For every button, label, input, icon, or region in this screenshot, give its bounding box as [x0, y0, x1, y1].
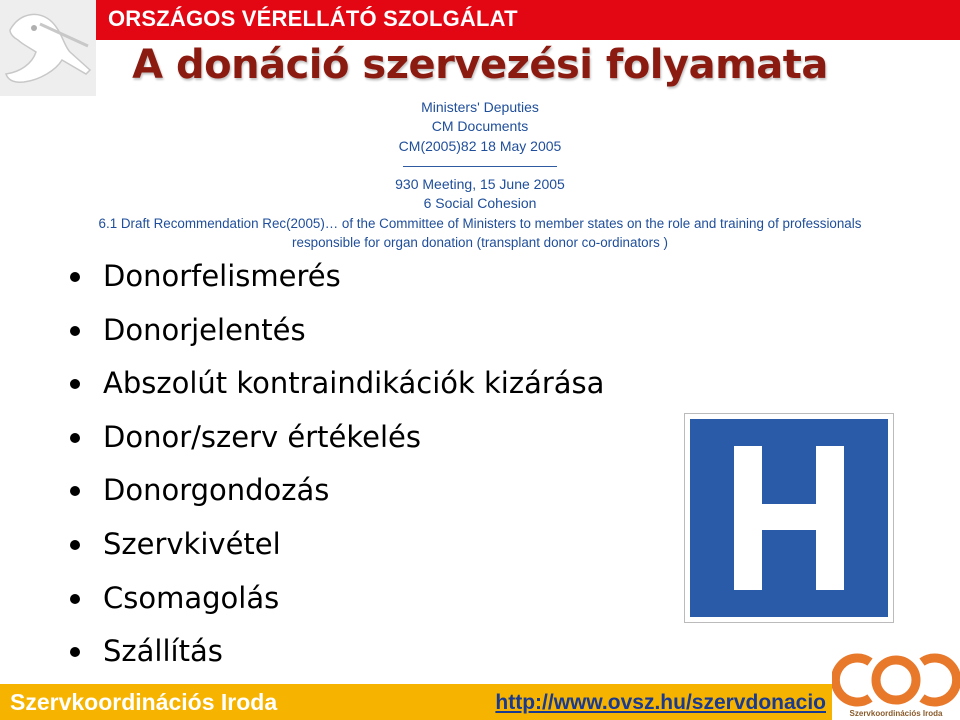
- step-label: Abszolút kontraindikációk kizárása: [103, 366, 605, 401]
- step-label: Donorgondozás: [103, 473, 330, 508]
- step-label: Szervkivétel: [103, 526, 281, 561]
- step-label: Donor/szerv értékelés: [103, 419, 421, 454]
- bullet-icon: [70, 326, 80, 336]
- bullet-icon: [70, 594, 80, 604]
- logo-caption: Szervkoordinációs Iroda: [849, 709, 943, 718]
- office-name: Szervkoordinációs Iroda: [10, 689, 278, 715]
- process-step-list: [68, 250, 604, 679]
- cm-line: 930 Meeting, 15 June 2005: [395, 176, 565, 193]
- list-item: [68, 411, 604, 465]
- footer-bar: [0, 684, 832, 720]
- cm-line: 6 Social Cohesion: [423, 195, 537, 212]
- website-link[interactable]: http://www.ovsz.hu/szervdonacio: [495, 691, 826, 714]
- cm-line: Ministers' Deputies: [421, 99, 539, 115]
- szervkoordinacio-logo-icon: [832, 650, 960, 720]
- cm-document-reference: [0, 98, 960, 252]
- cm-separator: ———————————: [403, 156, 557, 173]
- step-label: Donorjelentés: [103, 312, 306, 347]
- bullet-icon: [70, 379, 80, 389]
- bullet-icon: [70, 486, 80, 496]
- recommendation-line: 6.1 Draft Recommendation Rec(2005)… of the Committee of Ministers to member states on the role and training of professionals: [98, 215, 862, 231]
- list-item: [68, 518, 604, 572]
- list-item: [68, 304, 604, 358]
- step-label: Csomagolás: [103, 580, 280, 615]
- step-label: Donorfelismerés: [103, 259, 341, 293]
- list-item: [68, 625, 604, 679]
- header-bar: [96, 0, 960, 40]
- step-label: Szállítás: [103, 634, 223, 669]
- page-title: A donáció szervezési folyamata: [132, 42, 828, 88]
- organization-name: ORSZÁGOS VÉRELLÁTÓ SZOLGÁLAT: [108, 6, 518, 31]
- recommendation-line: responsible for organ donation (transplant donor co-ordinators ): [292, 235, 668, 251]
- list-item: [68, 357, 604, 411]
- list-item: [68, 250, 604, 304]
- hospital-sign-icon: [684, 413, 894, 623]
- list-item: [68, 572, 604, 626]
- bullet-icon: [70, 540, 80, 550]
- cm-line: CM(2005)82 18 May 2005: [398, 137, 562, 154]
- bullet-icon: [70, 272, 80, 282]
- cm-line: CM Documents: [431, 118, 529, 135]
- bullet-icon: [70, 433, 80, 443]
- list-item: [68, 464, 604, 518]
- bullet-icon: [70, 647, 80, 657]
